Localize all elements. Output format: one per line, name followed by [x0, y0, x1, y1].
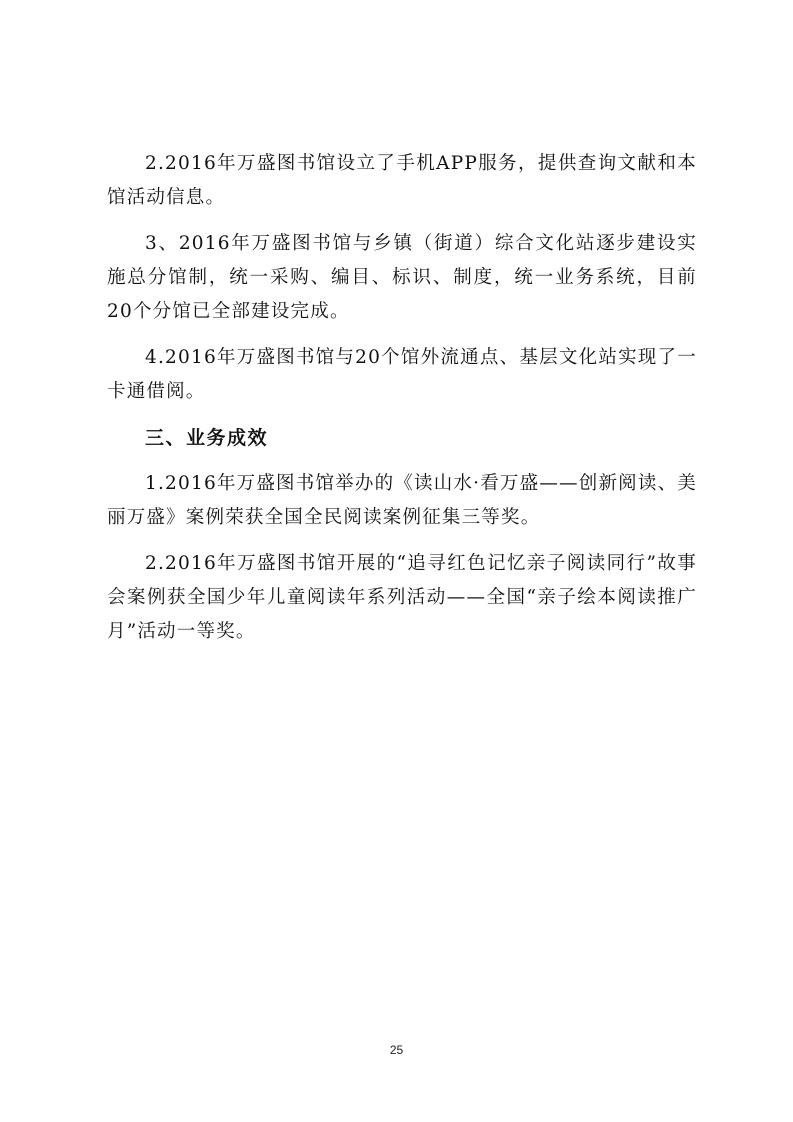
document-body	[107, 147, 697, 661]
paragraph-card-lending: 4.2016年万盛图书馆与20个馆外流通点、基层文化站实现了一卡通借阅。	[107, 347, 697, 402]
paragraph-app-service: 2.2016年万盛图书馆设立了手机APP服务，提供查询文献和本馆活动信息。	[107, 153, 697, 208]
paragraph-reading-award: 1.2016年万盛图书馆举办的《读山水·看万盛——创新阅读、美丽万盛》案例荣获全国全民阅读案例征集三等奖。	[107, 473, 697, 528]
paragraph-storytelling-award: 2.2016年万盛图书馆开展的“追寻红色记忆亲子阅读同行”故事会案例获全国少年儿童阅读年系列活动——全国“亲子绘本阅读推广月”活动一等奖。	[107, 553, 697, 642]
section-heading: 三、业务成效	[145, 427, 269, 449]
paragraph-branch-system: 3、2016年万盛图书馆与乡镇（街道）综合文化站逐步建设实施总分馆制，统一采购、编目、标识、制度，统一业务系统，目前20个分馆已全部建设完成。	[107, 233, 697, 322]
page-number: 25	[389, 1043, 404, 1057]
